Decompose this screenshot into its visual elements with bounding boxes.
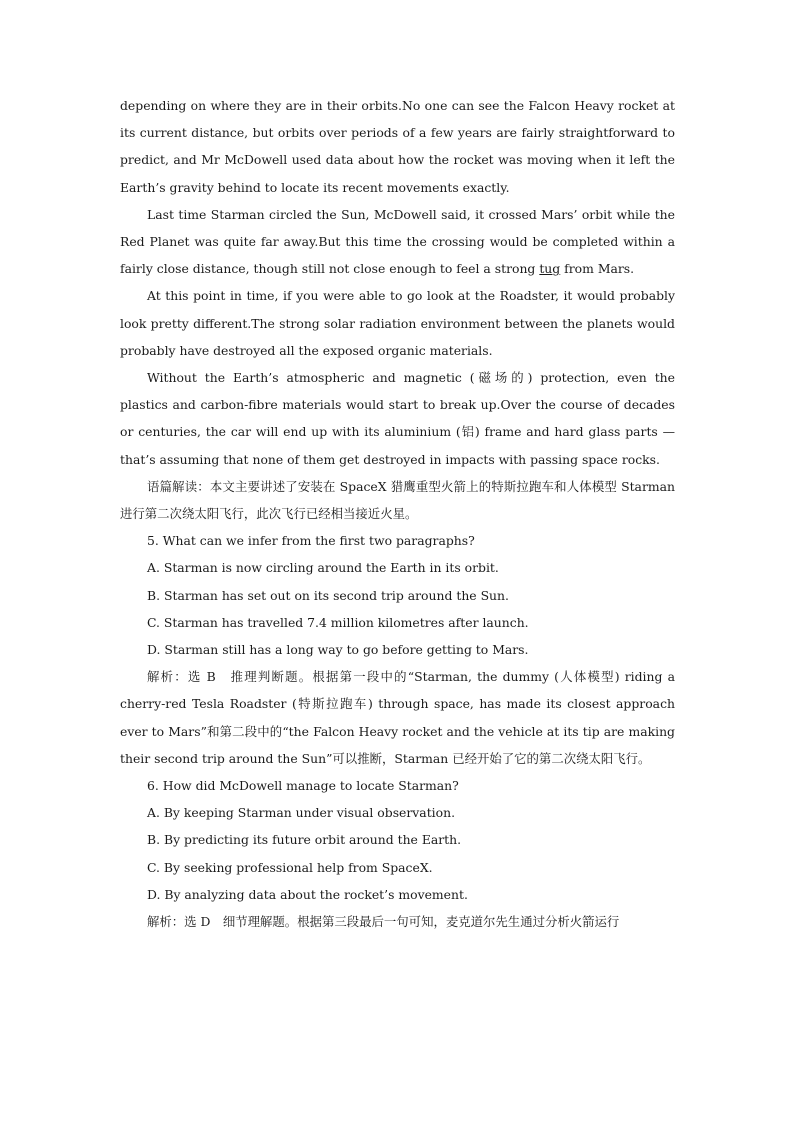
question-5-option-d: D. Starman still has a long way to go before getting to Mars.: [147, 642, 529, 658]
question-6-option-d: D. By analyzing data about the rocket’s movement.: [147, 886, 468, 902]
question-6-option-b: B. By predicting its future orbit around the Earth.: [147, 832, 462, 848]
question-6-option-a: A. By keeping Starman under visual observation.: [147, 805, 456, 821]
passage-paragraph-continued: depending on where they are in their orbits.No one can see the Falcon Heavy rocket at its current distance, but orbits over periods of a few years are fairly straightforward to predict, and Mr McDowell used data about how the rocket was moving when it left the Earth’s gravity behind to locate its recent movements exactly.: [120, 98, 675, 195]
question-5: 5. What can we infer from the first two paragraphs?: [147, 533, 475, 549]
passage-paragraph-4: Without the Earth’s atmospheric and magnetic (磁场的) protection, even the plastics and carbon-fibre materials would start to break up.Over the course of decades or centuries, the car will end up with its aluminium (铝) frame and hard glass parts — that’s assuming that none of them get destroyed in impacts with passing space rocks.: [120, 370, 675, 467]
question-5-option-b: B. Starman has set out on its second trip around the Sun.: [147, 587, 509, 603]
passage-text: Last time Starman circled the Sun, McDowell said, it crossed Mars’ orbit while the Red Planet was quite far away.But this time the crossing would be completed within a fairly close distance, though still not close enough to feel a strong: [120, 206, 675, 277]
passage-paragraph-3: At this point in time, if you were able to go look at the Roadster, it would probably look pretty different.The strong solar radiation environment between the planets would probably have destroyed all the exposed organic materials.: [120, 288, 675, 358]
passage-paragraph-2: [120, 201, 675, 283]
question-5-option-a: A. Starman is now circling around the Earth in its orbit.: [147, 560, 499, 576]
question-6: 6. How did McDowell manage to locate Starman?: [147, 778, 459, 794]
question-6-option-c: C. By seeking professional help from SpaceX.: [147, 859, 433, 875]
passage-analysis: 语篇解读：本文主要讲述了安装在 SpaceX 猎鹰重型火箭上的特斯拉跑车和人体模型 Starman 进行第二次绕太阳飞行，此次飞行已经相当接近火星。: [120, 478, 675, 522]
question-5-option-c: C. Starman has travelled 7.4 million kilometres after launch.: [147, 614, 529, 630]
question-6-explanation: 解析：选 D 细节理解题。根据第三段最后一句可知，麦克道尔先生通过分析火箭运行: [147, 914, 620, 930]
document-page: [120, 92, 675, 935]
question-5-explanation: 解析：选 B 推理判断题。根据第一段中的“Starman, the dummy (人体模型) riding a cherry-red Tesla Roadster (特斯拉跑车) through space, has made its closest approach ever to Mars”和第二段中的“the Falcon Heavy rocket and the vehicle at its tip are making their second trip around the Sun”可以推断，Starman 已经开始了它的第二次绕太阳飞行。: [120, 669, 675, 766]
underlined-word: tug: [539, 261, 561, 277]
passage-text: from Mars.: [560, 261, 635, 277]
